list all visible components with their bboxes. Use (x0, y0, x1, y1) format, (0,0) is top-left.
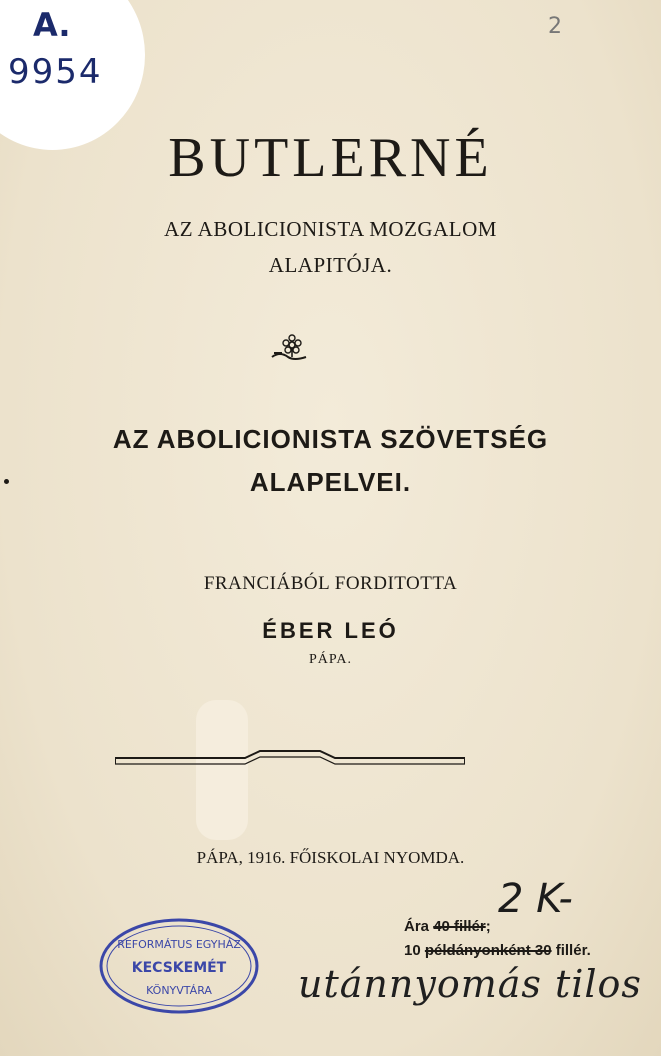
decorative-rule (115, 748, 465, 770)
price-prefix: Ára (404, 918, 434, 935)
book-title: BUTLERNÉ (168, 127, 493, 189)
pencil-corner-mark: 2 (548, 14, 562, 39)
translator-name: ÉBER LEÓ (262, 618, 399, 643)
stamp-line-3: KÖNYVTÁRA (146, 984, 212, 997)
handwritten-price: 2 K- (498, 876, 573, 922)
imprint: PÁPA, 1916. FŐISKOLAI NYOMDA. (196, 848, 465, 867)
bulk-prefix: 10 (404, 942, 425, 959)
shelf-mark: A. (33, 6, 71, 44)
stamp-line-1: REFORMÁTUS EGYHÁZ (117, 938, 241, 951)
price-line-1 (404, 918, 491, 935)
subtitle-line-2: ALAPITÓJA. (268, 253, 393, 277)
flower-ornament-icon (270, 333, 310, 363)
call-number: 9954 (8, 52, 103, 92)
heading-line-2: ALAPELVEI. (249, 467, 412, 497)
translation-credit: FRANCIÁBÓL FORDITOTTA (203, 573, 458, 594)
bulk-struck: példányonként 30 (424, 942, 552, 959)
subtitle-line-1: AZ ABOLICIONISTA MOZGALOM (164, 217, 497, 241)
stamp-line-2: KECSKEMÉT (131, 960, 227, 976)
translator-place: PÁPA. (308, 652, 352, 667)
price-struck: 40 fillér (433, 918, 486, 935)
price-suffix: ; (485, 918, 491, 935)
handwritten-note: utánnyomás tilos (298, 962, 642, 1006)
heading-line-1: AZ ABOLICIONISTA SZÖVETSÉG (112, 424, 549, 454)
price-line-2 (404, 942, 591, 959)
paper-stain (196, 700, 248, 840)
bulk-suffix: fillér. (551, 942, 591, 959)
library-stamp (98, 916, 260, 1016)
